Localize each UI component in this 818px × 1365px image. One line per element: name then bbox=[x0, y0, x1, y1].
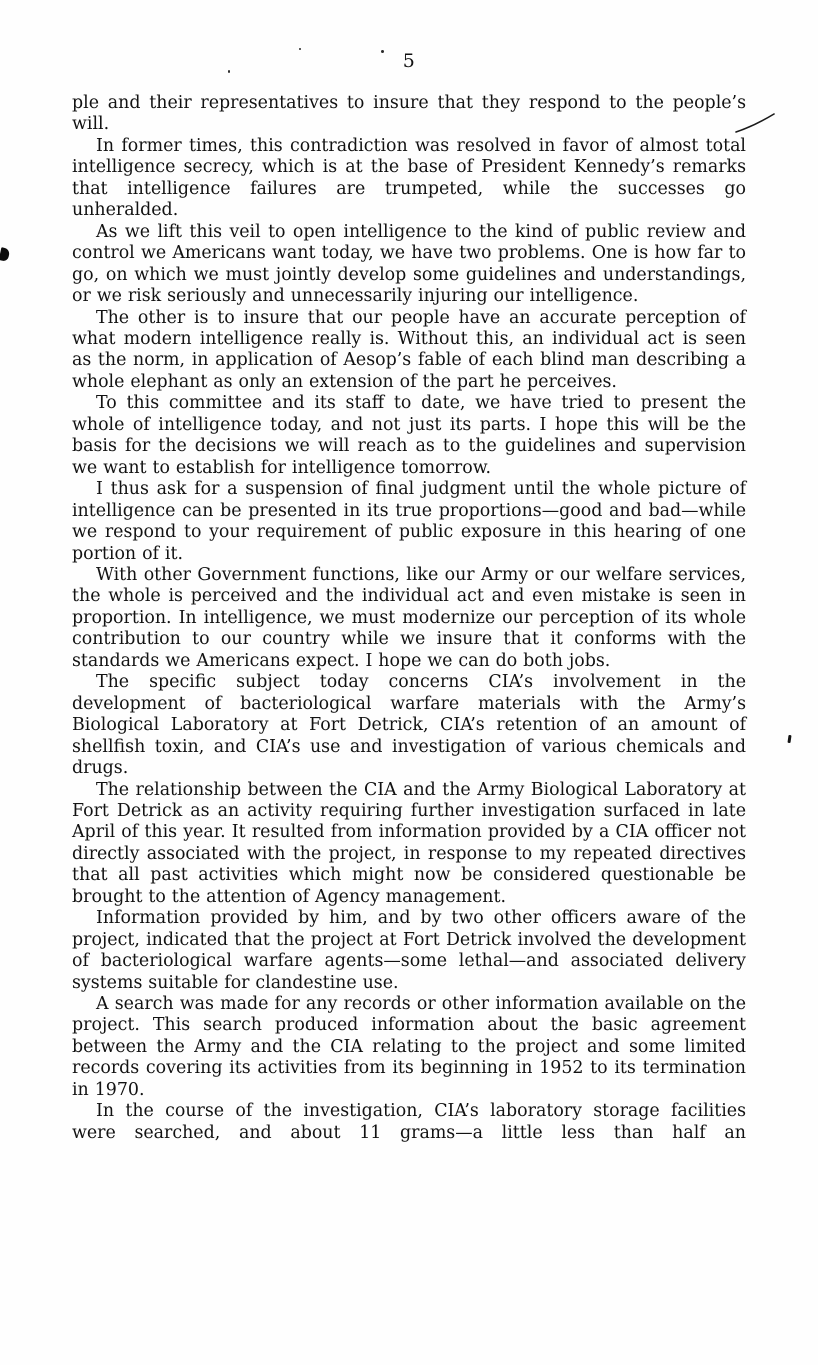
paragraph: With other Government functions, like our Army or our welfare services, the whole is perceived and the individual act and even mistake is seen in proportion. In intelligence, we must modernize our perception of its whole contribution to our country while we insure that it conforms with the standards we Americans expect. I hope we can do both jobs. bbox=[72, 564, 746, 671]
dust-speck bbox=[381, 50, 384, 53]
paragraph: In former times, this contradiction was resolved in favor of almost total intelligence secrecy, which is at the base of President Kennedy’s remarks that intelligence failures are trumpeted, while the successes go unheralded. bbox=[72, 135, 746, 221]
paragraph: To this committee and its staff to date, we have tried to present the whole of intelligence today, and not just its parts. I hope this will be the basis for the decisions we will reach as to the guidelines and supervision we want to establish for intelligence tomorrow. bbox=[72, 393, 746, 478]
ink-blob-mark bbox=[0, 247, 10, 262]
paragraph: The specific subject today concerns CIA’s involvement in the development of bacteriological warfare materials with the Army’s Biological Laboratory at Fort Detrick, CIA’s retention of an amount of shellfish toxin, and CIA’s use and investigation of various chemicals and drugs. bbox=[72, 672, 746, 779]
paragraph: I thus ask for a suspension of final judgment until the whole picture of intelligence can be presented in its true proportions—good and bad—while we respond to your requirement of public exposure in this hearing of one portion of it. bbox=[72, 479, 746, 564]
paragraph: A search was made for any records or other information available on the project. This search produced information about the basic agreement between the Army and the CIA relating to the project and some limited records covering its activities from its beginning in 1952 to its termination in 1970. bbox=[72, 994, 746, 1100]
tick-mark bbox=[787, 735, 791, 743]
page-number: 5 bbox=[402, 50, 416, 72]
page-body bbox=[72, 93, 746, 1144]
dust-speck bbox=[299, 48, 301, 50]
paragraph-continuation: ple and their representatives to insure that they respond to the people’s will. bbox=[72, 93, 746, 135]
paragraph-incomplete: In the course of the investigation, CIA’s laboratory storage facilities were searched, and about 11 grams—a little less than half an bbox=[72, 1101, 746, 1143]
paragraph: The other is to insure that our people have an accurate perception of what modern intelligence really is. Without this, an individual act is seen as the norm, in application of Aesop’s fable of each blind man describing a whole elephant as only an extension of the part he perceives. bbox=[72, 307, 746, 392]
paragraph: The relationship between the CIA and the Army Biological Laboratory at Fort Detrick as an activity requiring further investigation surfaced in late April of this year. It resulted from information provided by a CIA officer not directly associated with the project, in response to my repeated directives that all past activities which might now be considered questionable be brought to the attention of Agency management. bbox=[72, 779, 746, 907]
dust-speck bbox=[228, 70, 230, 73]
paragraph: Information provided by him, and by two other officers aware of the project, indicated that the project at Fort Detrick involved the development of bacteriological warfare agents—some lethal—and associated delivery systems suitable for clandestine use. bbox=[72, 908, 746, 993]
paragraph: As we lift this veil to open intelligence to the kind of public review and control we Americans want today, we have two problems. One is how far to go, on which we must jointly develop some guidelines and understandings, or we risk seriously and unnecessarily injuring our intelligence. bbox=[72, 221, 746, 307]
pen-stroke-mark bbox=[730, 108, 780, 138]
